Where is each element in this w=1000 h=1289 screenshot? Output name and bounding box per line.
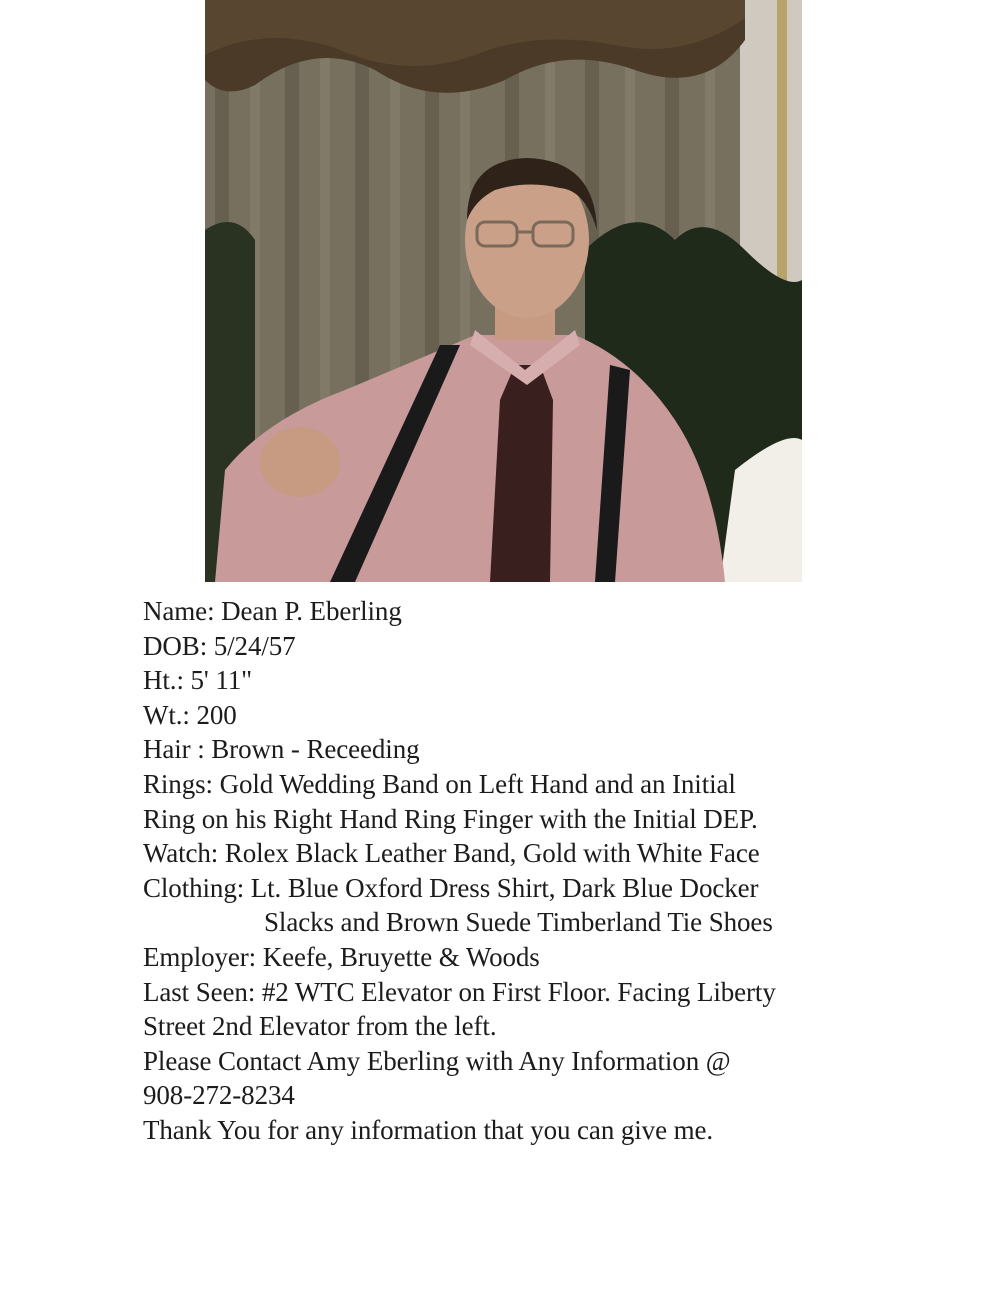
contact-line-1: Please Contact Amy Eberling with Any Information @ <box>143 1045 731 1076</box>
name-line: Name: Dean P. Eberling <box>143 596 402 626</box>
employer-line: Employer: Keefe, Bruyette & Woods <box>143 941 540 972</box>
dob-line: DOB: 5/24/57 <box>143 630 296 661</box>
missing-person-photo <box>205 0 802 582</box>
last-seen-line-1: Last Seen: #2 WTC Elevator on First Floor. Facing Liberty <box>143 976 776 1007</box>
clothing-line-1: Clothing: Lt. Blue Oxford Dress Shirt, Dark Blue Docker <box>143 872 759 903</box>
rings-line-1: Rings: Gold Wedding Band on Left Hand and an Initial <box>143 768 736 799</box>
watch-line: Watch: Rolex Black Leather Band, Gold with White Face <box>143 838 760 869</box>
contact-phone: 908-272-8234 <box>143 1080 295 1111</box>
last-seen-line-2: Street 2nd Elevator from the left. <box>143 1011 497 1042</box>
hair-line: Hair : Brown - Receeding <box>143 734 420 765</box>
person-details <box>143 594 903 1148</box>
weight-line: Wt.: 200 <box>143 699 237 730</box>
rings-line-2: Ring on his Right Hand Ring Finger with the Initial DEP. <box>143 803 758 834</box>
height-line: Ht.: 5' 11" <box>143 665 253 696</box>
thank-you-line: Thank You for any information that you can give me. <box>143 1114 714 1145</box>
clothing-line-2: Slacks and Brown Suede Timberland Tie Shoes <box>264 907 773 938</box>
